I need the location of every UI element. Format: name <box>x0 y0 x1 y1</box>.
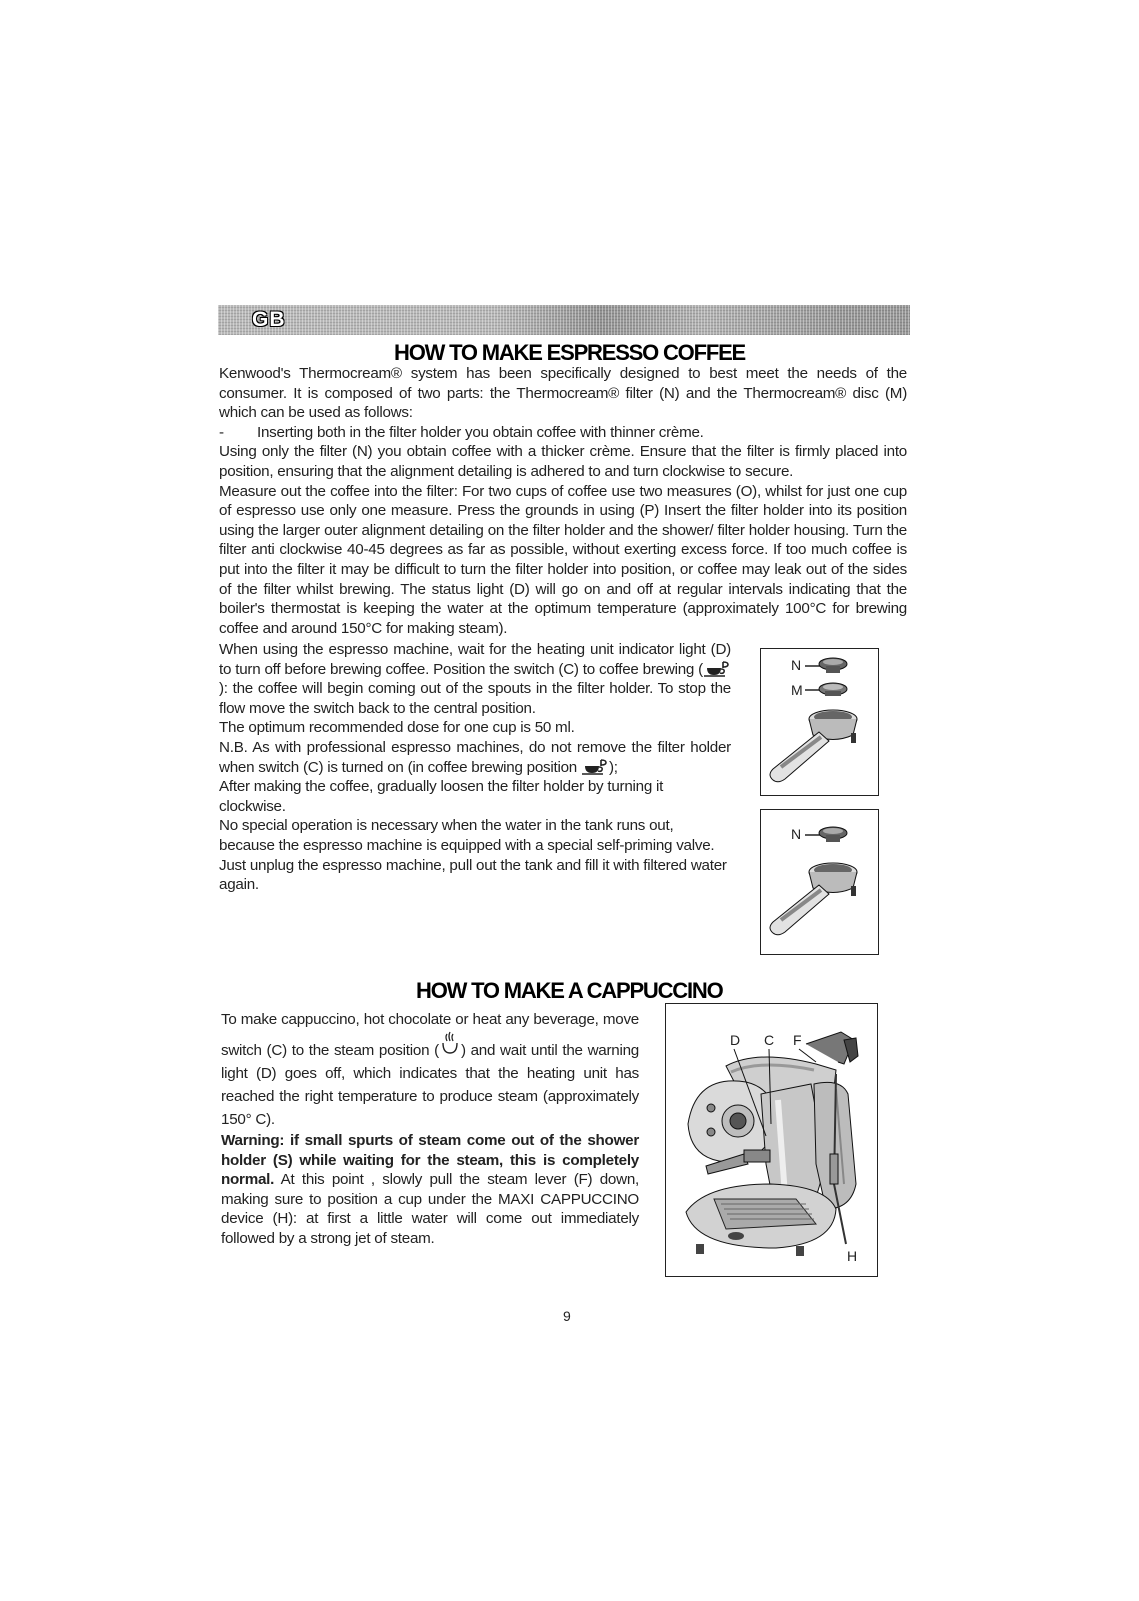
machine-drawing <box>666 1004 877 1276</box>
paragraph-4-start: When using the espresso machine, wait for the heating unit indicator light (D) to turn off before brewing coffee. Position the switch (C) to coffee brewing ( <box>219 641 731 678</box>
espresso-intro <box>219 364 907 638</box>
steam-icon <box>439 1031 461 1057</box>
paragraph-2-text: At this point , slowly pull the steam lever (F) down, making sure to position a cup under the MAXI CAPPUCCINO device (H): at first a little water will come out immediately followed by a strong jet of steam. <box>221 1171 639 1247</box>
label-n: N <box>791 826 802 842</box>
espresso-paragraph-1: Kenwood's Thermocream® system has been specifically designed to best meet the needs of the consumer. It is composed of two parts: the Thermocream® filter (N) and the Thermocream® disc (M) which can be used as follows: <box>219 365 907 422</box>
label-d: D <box>730 1032 741 1048</box>
bullet-dash: - <box>219 423 224 441</box>
cappuccino-paragraph-1 <box>221 1008 639 1131</box>
label-h: H <box>847 1248 858 1264</box>
paragraph-4-end: ): the coffee will begin coming out of the spouts in the filter holder. To stop the flow move the switch back to the central position. <box>219 680 731 717</box>
filter-disc-figure <box>760 648 879 796</box>
coffee-cup-icon <box>703 660 731 677</box>
label-f: F <box>793 1032 802 1048</box>
espresso-paragraph-6 <box>219 738 731 777</box>
label-c: C <box>764 1032 775 1048</box>
filter-only-figure <box>760 809 879 955</box>
espresso-usage <box>219 640 731 895</box>
cappuccino-title: HOW TO MAKE A CAPPUCCINO <box>416 978 723 1003</box>
label-n: N <box>791 657 802 673</box>
language-bar <box>218 305 910 335</box>
bullet-text: Inserting both in the filter holder you obtain coffee with thinner crème. <box>257 423 704 441</box>
language-code: GB <box>252 308 286 331</box>
espresso-title: HOW TO MAKE ESPRESSO COFFEE <box>394 340 746 365</box>
filter-holder-drawing <box>761 810 878 954</box>
espresso-paragraph-3: Measure out the coffee into the filter: For two cups of coffee use two measures (O), whilst for just one cup of espresso use only one measure. Press the grounds in using (P) Insert the filter holder into its position using the larger outer alignment detailing on the filter holder and the shower/ filter holder housing. Turn the filter anti clockwise 40-45 degrees as far as possible, without exerting excess force. If too much coffee is put into the filter it may be difficult to turn the filter holder into position, or coffee may leak out of the sides of the filter whilst brewing. The status light (D) will go on and off at regular intervals indicating that the boiler's thermostat is keeping the water at the optimum temperature (approximately 100°C for brewing coffee and around 150°C for making steam). <box>219 482 907 637</box>
paragraph-6-start: N.B. As with professional espresso machines, do not remove the filter holder when switch (C) is turned on (in coffee brewing position <box>219 738 731 776</box>
cappuccino-text <box>221 1008 639 1249</box>
page-number: 9 <box>563 1308 571 1324</box>
espresso-bullet <box>219 423 907 443</box>
espresso-paragraph-7: After making the coffee, gradually loosen the filter holder by turning it clockwise. <box>219 778 664 815</box>
paragraph-6-end: ); <box>608 758 618 776</box>
coffee-cup-icon <box>581 758 609 775</box>
paragraph-1-end: ) and wait until the warning light (D) goes off, which indicates that the heating unit has reached the right temperature to produce steam (approximately 150° C). <box>221 1042 640 1128</box>
paragraph-1-start: To make cappuccino, hot chocolate or heat any beverage, move switch (C) to the steam position ( <box>221 1011 639 1059</box>
warning-text: Warning: if small spurts of steam come out of the shower holder (S) while waiting for the steam, this is completely normal. <box>221 1132 639 1189</box>
cappuccino-paragraph-2 <box>221 1131 639 1249</box>
label-m: M <box>791 682 803 698</box>
filter-holder-drawing <box>761 649 878 795</box>
espresso-paragraph-2: Using only the filter (N) you obtain coffee with a thicker crème. Ensure that the filter is firmly placed into position, ensuring that the alignment detailing is adhered to and turn clockwise to secure. <box>219 443 907 480</box>
espresso-paragraph-8: No special operation is necessary when the water in the tank runs out, because the espresso machine is equipped with a special self-priming valve. Just unplug the espresso machine, pull out the tank and fill it with filtered water again. <box>219 817 727 894</box>
espresso-paragraph-5: The optimum recommended dose for one cup is 50 ml. <box>219 719 575 737</box>
espresso-machine-figure <box>665 1003 878 1277</box>
espresso-paragraph-4 <box>219 640 731 718</box>
